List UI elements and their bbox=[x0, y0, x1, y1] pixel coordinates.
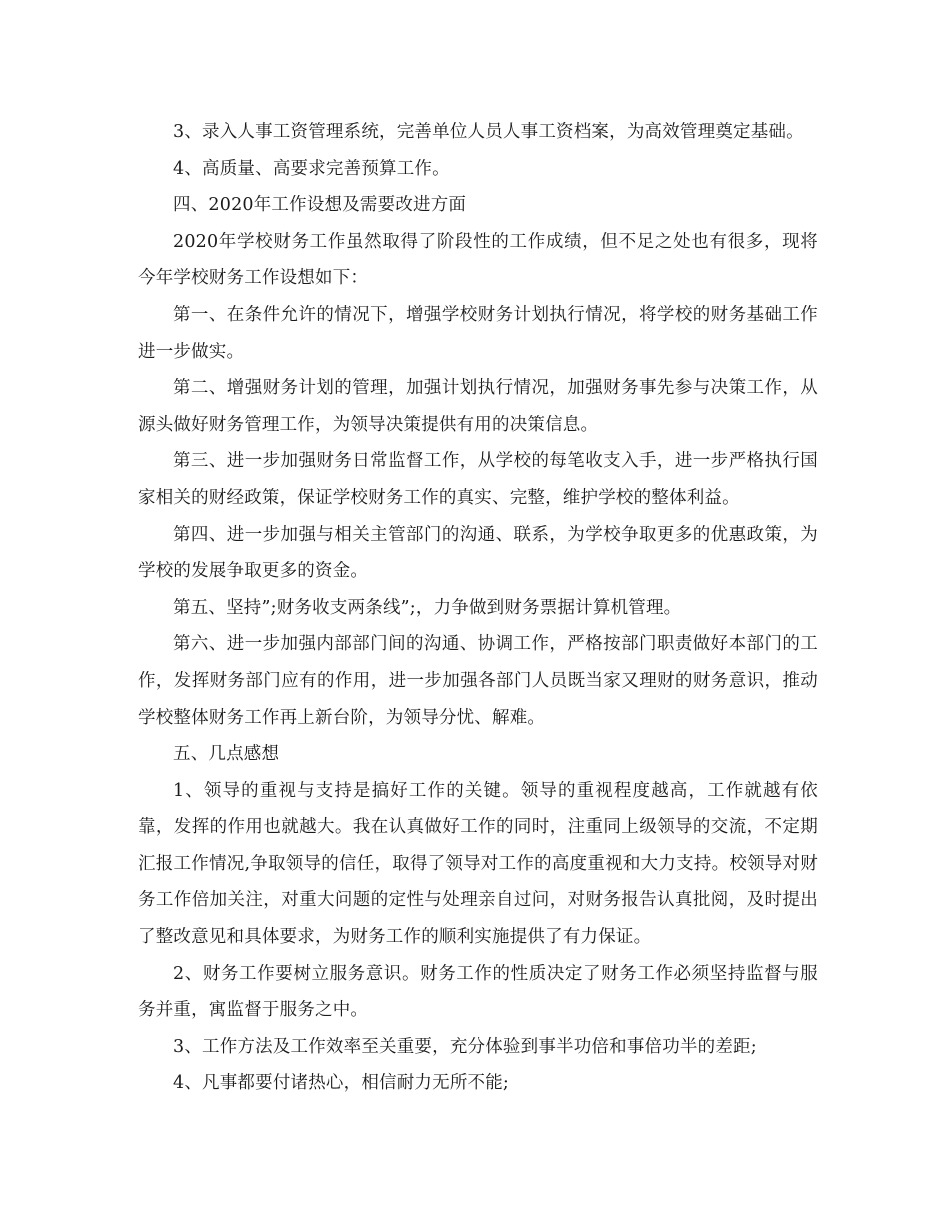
paragraph-13: 4、凡事都要付诸热心，相信耐力无所不能; bbox=[173, 1073, 510, 1094]
paragraph-4: 第一、在条件允许的情况下，增强学校财务计划执行情况，将学校的财务基础工作进一步做实。 bbox=[138, 304, 818, 362]
paragraph-9: 第六、进一步加强内部部门间的沟通、协调工作，严格按部门职责做好本部门的工作，发挥财务部门应有的作用，进一步加强各部门人员既当家又理财的财务意识，推动学校整体财务工作再上新台阶，为领导分忧、解难。 bbox=[138, 634, 818, 728]
paragraph-3: 2020年学校财务工作虽然取得了阶段性的工作成绩，但不足之处也有很多，现将今年学校财务工作设想如下： bbox=[138, 231, 818, 289]
paragraph-2: 4、高质量、高要求完善预算工作。 bbox=[173, 158, 450, 179]
paragraph-5: 第二、增强财务计划的管理，加强计划执行情况，加强财务事先参与决策工作，从源头做好财务管理工作，为领导决策提供有用的决策信息。 bbox=[138, 378, 818, 435]
paragraph-12: 3、工作方法及工作效率至关重要，充分体验到事半功倍和事倍功半的差距; bbox=[173, 1036, 757, 1057]
paragraph-8: 第五、坚持”;财务收支两条线”;，力争做到财务票据计算机管理。 bbox=[173, 597, 682, 618]
paragraph-6: 第三、进一步加强财务日常监督工作，从学校的每笔收支入手，进一步严格执行国家相关的财经政策，保证学校财务工作的真实、完整，维护学校的整体利益。 bbox=[138, 451, 818, 508]
section-heading-5: 五、几点感想 bbox=[173, 744, 280, 765]
paragraph-1: 3、录入人事工资管理系统，完善单位人员人事工资档案，为高效管理奠定基础。 bbox=[173, 122, 804, 142]
paragraph-7: 第四、进一步加强与相关主管部门的沟通、联系，为学校争取更多的优惠政策，为学校的发展争取更多的资金。 bbox=[138, 524, 818, 582]
paragraph-10: 1、领导的重视与支持是搞好工作的关键。领导的重视程度越高，工作就越有依靠，发挥的作用也就越大。我在认真做好工作的同时，注重同上级领导的交流，不定期汇报工作情况,争取领导的信任，取得了领导对工作的高度重视和大力支持。校领导对财务工作倍加关注，对重大问题的定性与处理亲自过问，对财务报告认真批阅，及时提出了整改意见和具体要求，为财务工作的顺利实施提供了有力保证。 bbox=[138, 780, 818, 948]
section-heading-4: 四、2020年工作设想及需要改进方面 bbox=[173, 195, 467, 216]
paragraph-11: 2、财务工作要树立服务意识。财务工作的性质决定了财务工作必须坚持监督与服务并重，寓监督于服务之中。 bbox=[138, 963, 818, 1021]
document-body bbox=[138, 114, 818, 1102]
